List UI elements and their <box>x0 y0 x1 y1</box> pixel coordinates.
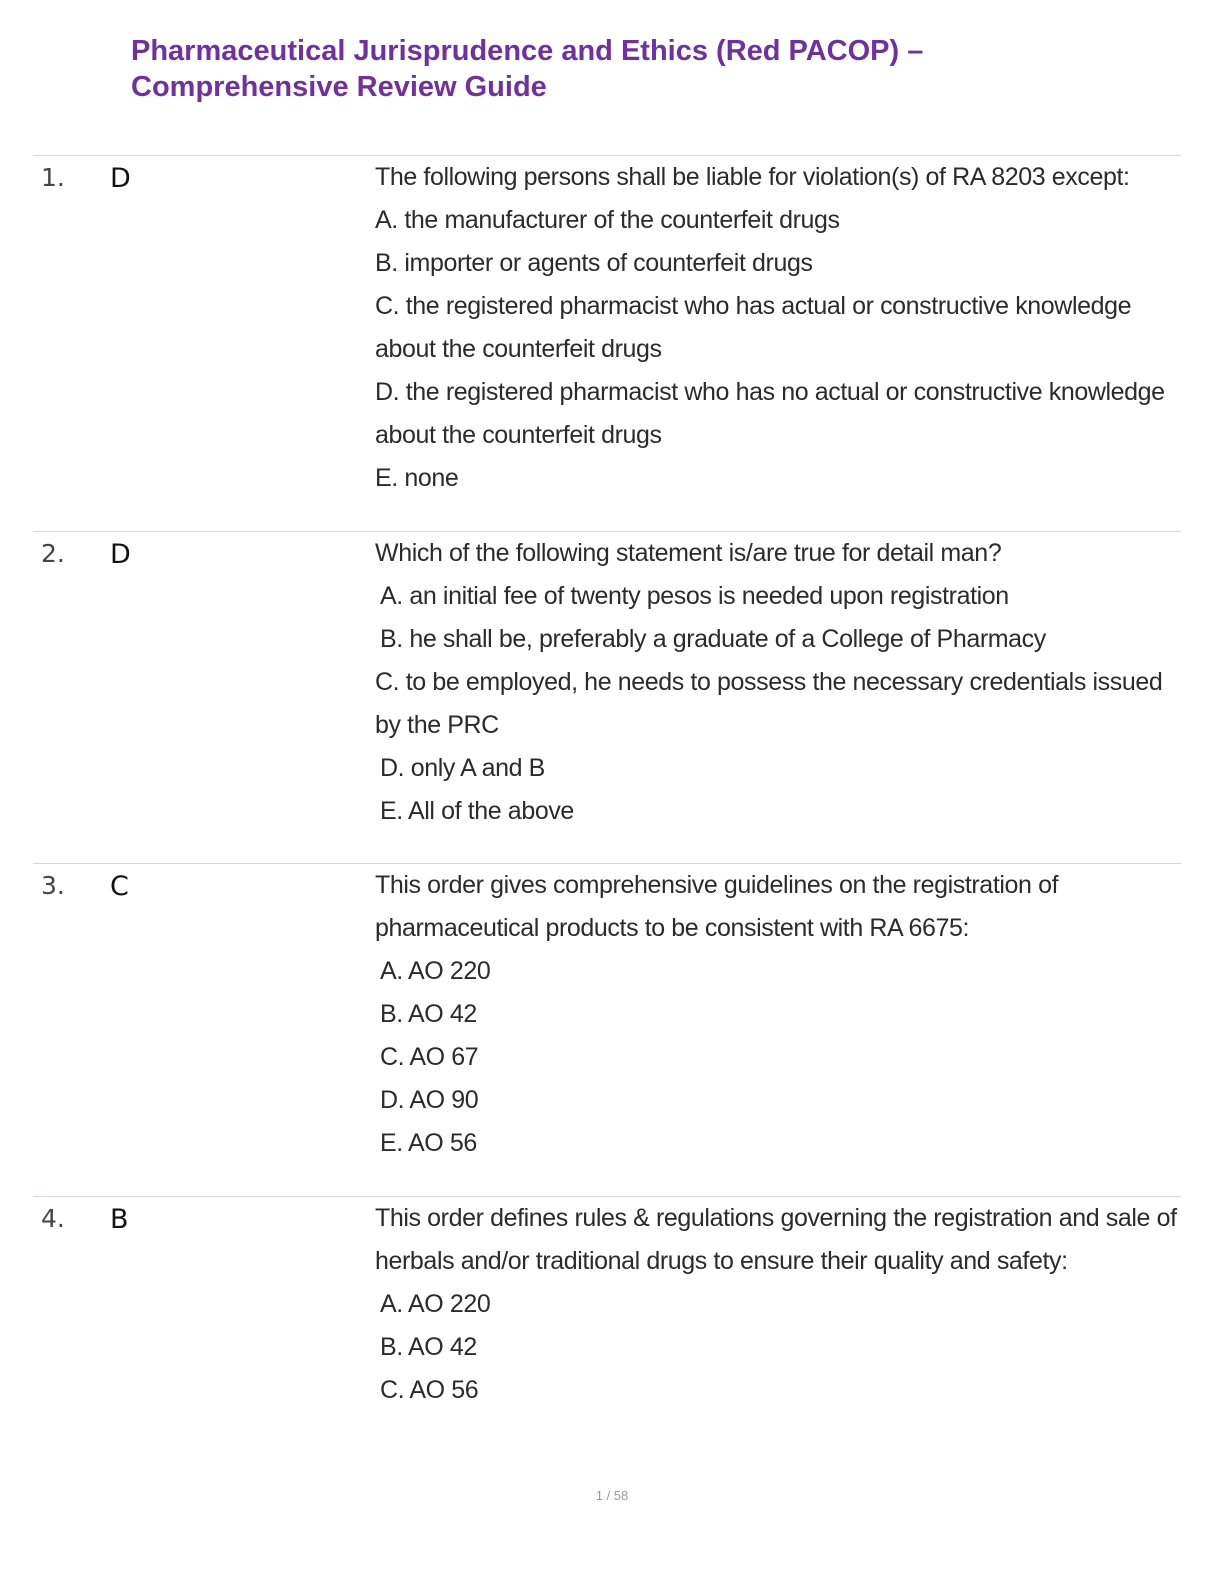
answer-option: B. importer or agents of counterfeit drugs <box>375 249 813 277</box>
question-stem: The following persons shall be liable for violation(s) of RA 8203 except: <box>375 163 1130 191</box>
question-stem: Which of the following statement is/are true for detail man? <box>375 539 1002 567</box>
question-item-3 <box>33 863 1181 1196</box>
answer-option: B. he shall be, preferably a graduate of a College of Pharmacy <box>380 625 1046 653</box>
question-number: 4. <box>41 1204 65 1233</box>
title-line-1: Pharmaceutical Jurisprudence and Ethics (Red PACOP) – <box>131 35 924 67</box>
question-stem: This order defines rules & regulations governing the registration and sale of herbals and/or traditional drugs to ensure their quality and safety: <box>375 1204 1177 1275</box>
question-item-4 <box>33 1196 1181 1427</box>
answer-option: A. AO 220 <box>380 1290 491 1318</box>
answer-option: C. AO 56 <box>380 1376 479 1404</box>
question-stem: This order gives comprehensive guidelines on the registration of pharmaceutical products to be consistent with RA 6675: <box>375 871 1059 942</box>
answer-option: E. AO 56 <box>380 1129 477 1157</box>
question-body <box>375 532 1181 833</box>
answer-option: C. the registered pharmacist who has actual or constructive knowledge about the counterfeit drugs <box>375 292 1132 363</box>
answer-key: C <box>110 871 129 902</box>
answer-option: D. AO 90 <box>380 1086 479 1114</box>
title-line-2: Comprehensive Review Guide <box>131 71 547 103</box>
answer-option: A. an initial fee of twenty pesos is needed upon registration <box>380 582 1009 610</box>
question-number: 1. <box>41 163 65 192</box>
answer-option: B. AO 42 <box>380 1000 477 1028</box>
question-body <box>375 864 1181 1165</box>
answer-option: C. to be employed, he needs to possess the necessary credentials issued by the PRC <box>375 668 1163 739</box>
page-title <box>131 33 1131 105</box>
answer-option: D. the registered pharmacist who has no actual or constructive knowledge about the counterfeit drugs <box>375 378 1165 449</box>
answer-key: D <box>110 163 131 194</box>
question-body <box>375 156 1181 500</box>
question-list <box>33 155 1181 1427</box>
answer-option: E. none <box>375 464 459 492</box>
answer-option: B. AO 42 <box>380 1333 477 1361</box>
answer-option: A. the manufacturer of the counterfeit drugs <box>375 206 840 234</box>
question-item-2 <box>33 531 1181 863</box>
answer-option: D. only A and B <box>380 754 545 782</box>
answer-option: A. AO 220 <box>380 957 491 985</box>
page-number: 1 / 58 <box>595 1488 629 1503</box>
answer-option: E. All of the above <box>380 797 574 825</box>
question-item-1 <box>33 155 1181 531</box>
question-number: 3. <box>41 871 65 900</box>
answer-option: C. AO 67 <box>380 1043 479 1071</box>
answer-key: D <box>110 539 131 570</box>
question-number: 2. <box>41 539 65 568</box>
question-body <box>375 1197 1181 1412</box>
answer-key: B <box>110 1204 129 1235</box>
